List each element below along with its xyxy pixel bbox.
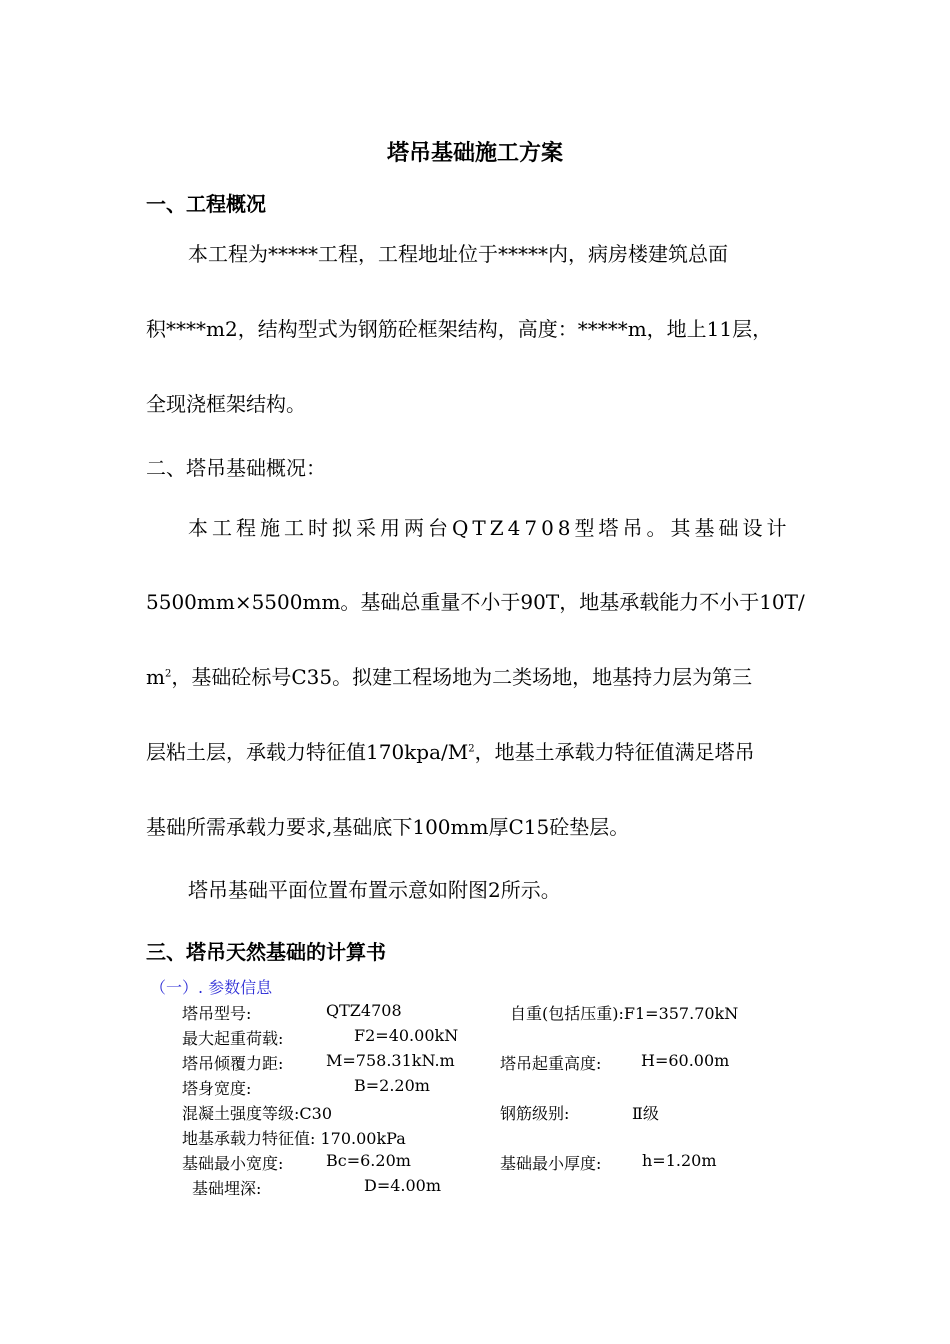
param-value: F2=40.00kN [354, 1026, 459, 1045]
paragraph-line [146, 661, 752, 690]
param-value: h=1.20m [642, 1151, 717, 1170]
paragraph-line: 塔吊基础平面位置布置示意如附图2所示。 [188, 878, 561, 902]
params-subheading: （一）. 参数信息 [150, 978, 273, 997]
param-label: 基础最小厚度: [500, 1154, 602, 1173]
param-value: 自重(包括压重):F1=357.70kN [510, 1004, 739, 1023]
superscript: 2 [164, 668, 172, 680]
param-label: 塔吊倾覆力距: [182, 1054, 284, 1073]
superscript: 2 [468, 743, 475, 755]
paragraph-line: 本工程施工时拟采用两台QTZ4708型塔吊。其基础设计 [188, 516, 791, 540]
param-value: Bc=6.20m [326, 1151, 411, 1170]
paragraph-line: 积****m2，结构型式为钢筋砼框架结构，高度：*****m，地上11层， [146, 317, 773, 341]
text-run: ，地基土承载力特征值满足塔吊 [474, 740, 755, 764]
paragraph-line: 基础所需承载力要求,基础底下100mm厚C15砼垫层。 [146, 815, 630, 839]
section-1-heading: 一、工程概况 [146, 192, 266, 216]
param-value: 混凝土强度等级:C30 [182, 1104, 332, 1123]
param-value: H=60.00m [641, 1051, 730, 1070]
section-2-heading: 二、塔吊基础概况： [146, 456, 326, 480]
param-value: QTZ4708 [326, 1001, 402, 1020]
param-value: M=758.31kN.m [326, 1051, 455, 1070]
paragraph-line [146, 736, 755, 765]
param-label: 钢筋级别: [500, 1104, 570, 1123]
param-value: Ⅱ级 [632, 1104, 659, 1123]
paragraph-line: 5500mm×5500mm。基础总重量不小于90T，地基承载能力不小于10T/ [146, 590, 805, 614]
text-run: m [146, 665, 165, 689]
page-title: 塔吊基础施工方案 [386, 140, 563, 166]
paragraph-line: 全现浇框架结构。 [146, 392, 306, 416]
paragraph-line: 本工程为*****工程，工程地址位于*****内，病房楼建筑总面 [188, 242, 728, 266]
param-label: 基础埋深: [192, 1179, 262, 1198]
param-label: 塔吊起重高度: [500, 1054, 602, 1073]
param-label: 塔吊型号: [182, 1004, 252, 1023]
param-value: B=2.20m [354, 1076, 430, 1095]
text-run: ，基础砼标号C35。拟建工程场地为二类场地，地基持力层为第三 [171, 665, 753, 689]
param-value: 地基承载力特征值: 170.00kPa [182, 1129, 406, 1148]
section-3-heading: 三、塔吊天然基础的计算书 [146, 940, 386, 964]
param-label: 基础最小宽度: [182, 1154, 284, 1173]
param-label: 最大起重荷载: [182, 1029, 284, 1048]
param-label: 塔身宽度: [182, 1079, 252, 1098]
text-run: 层粘土层，承载力特征值170kpa/M [146, 740, 469, 764]
param-value: D=4.00m [364, 1176, 442, 1195]
